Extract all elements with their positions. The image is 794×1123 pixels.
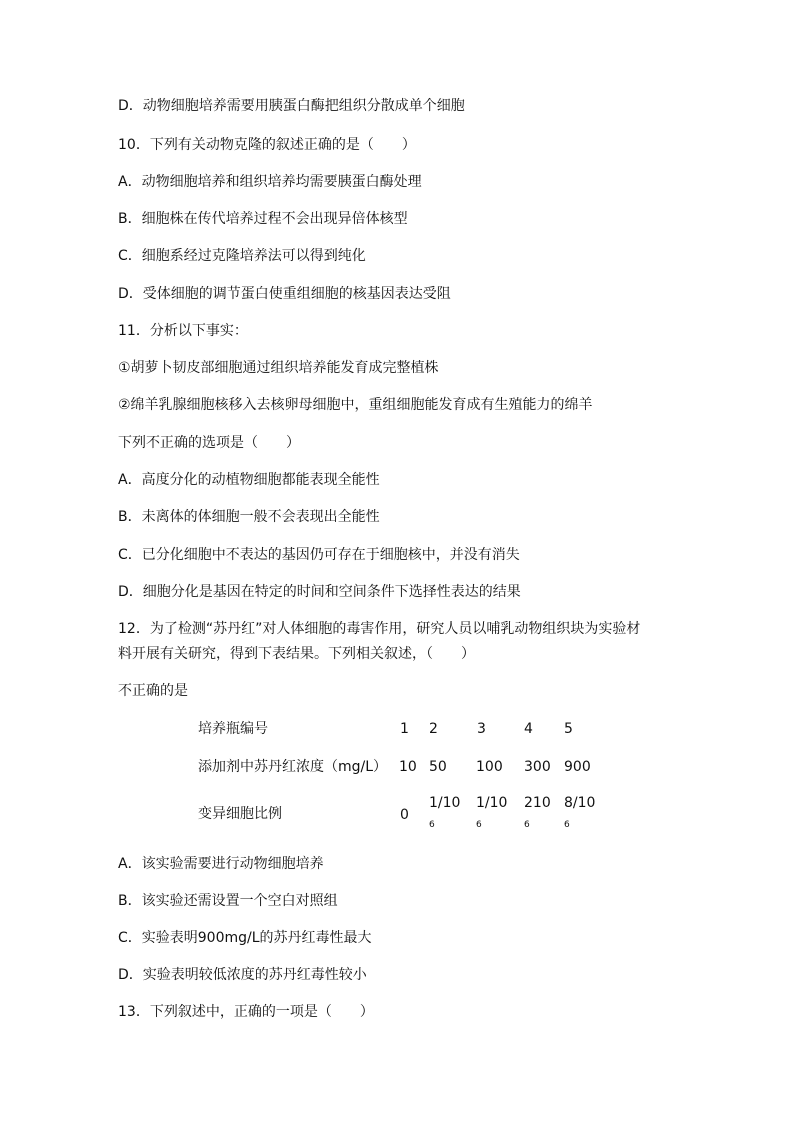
q10-option-d: D．受体细胞的调节蛋白使重组细胞的核基因表达受阻 [118, 286, 451, 302]
q12-stem-line3: 不正确的是 [118, 683, 188, 699]
fraction-numerator: 1/10 [429, 795, 461, 811]
q10-option-c: C．细胞系经过克隆培养法可以得到纯化 [118, 248, 366, 264]
q10-option-a: A．动物细胞培养和组织培养均需要胰蛋白酶处理 [118, 174, 422, 190]
q11-option-b: B．未离体的体细胞一般不会表现出全能性 [118, 509, 380, 525]
q12-stem-line1: 12．为了检测“苏丹红”对人体细胞的毒害作用，研究人员以哺乳动物组织块为实验材 [118, 621, 641, 637]
q11-stem: 11．分析以下事实： [118, 323, 248, 339]
table-cell-fraction [429, 794, 461, 830]
table-cell-fraction [476, 794, 508, 830]
q12-option-d: D．实验表明较低浓度的苏丹红毒性较小 [118, 967, 367, 983]
table-cell: 300 [524, 759, 551, 775]
fraction-exponent: 6 [476, 820, 482, 830]
table-row2-label: 添加剂中苏丹红浓度（mg/L） [198, 759, 388, 775]
table-cell: 3 [477, 721, 486, 737]
table-cell: 4 [524, 721, 533, 737]
q11-option-d: D．细胞分化是基因在特定的时间和空间条件下选择性表达的结果 [118, 584, 521, 600]
fraction-exponent: 6 [429, 820, 435, 830]
fraction-exponent: 6 [564, 820, 570, 830]
fraction-numerator: 210 [524, 795, 551, 811]
table-cell: 0 [400, 807, 409, 823]
q9-option-d: D．动物细胞培养需要用胰蛋白酶把组织分散成单个细胞 [118, 98, 465, 114]
q11-question: 下列不正确的选项是（ ） [118, 435, 300, 451]
table-cell-fraction [524, 794, 551, 830]
fraction-exponent: 6 [524, 820, 530, 830]
table-cell: 1 [400, 721, 409, 737]
q11-fact-1: ①胡萝卜韧皮部细胞通过组织培养能发育成完整植株 [118, 360, 439, 376]
fraction-numerator: 1/10 [476, 795, 508, 811]
q13-stem: 13．下列叙述中，正确的一项是（ ） [118, 1004, 374, 1020]
q11-option-c: C．已分化细胞中不表达的基因仍可存在于细胞核中，并没有消失 [118, 547, 520, 563]
q12-stem-line2: 料开展有关研究，得到下表结果。下列相关叙述，（ ） [118, 646, 475, 662]
q11-fact-2: ②绵羊乳腺细胞核移入去核卵母细胞中，重组细胞能发育成有生殖能力的绵羊 [118, 397, 593, 413]
q10-option-b: B．细胞株在传代培养过程不会出现异倍体核型 [118, 211, 408, 227]
q12-option-c: C．实验表明900mg/L的苏丹红毒性最大 [118, 930, 372, 946]
fraction-numerator: 8/10 [564, 795, 596, 811]
table-cell: 50 [429, 759, 447, 775]
table-cell: 5 [564, 721, 573, 737]
table-cell: 100 [476, 759, 503, 775]
q12-option-b: B．该实验还需设置一个空白对照组 [118, 893, 338, 909]
table-row1-label: 培养瓶编号 [198, 721, 268, 737]
q11-option-a: A．高度分化的动植物细胞都能表现全能性 [118, 472, 380, 488]
q12-option-a: A．该实验需要进行动物细胞培养 [118, 856, 324, 872]
q10-stem: 10．下列有关动物克隆的叙述正确的是（ ） [118, 137, 416, 153]
table-cell-fraction [564, 794, 596, 830]
table-cell: 900 [564, 759, 591, 775]
table-row3-label: 变异细胞比例 [198, 806, 282, 822]
table-cell: 10 [399, 759, 417, 775]
table-cell: 2 [429, 721, 438, 737]
